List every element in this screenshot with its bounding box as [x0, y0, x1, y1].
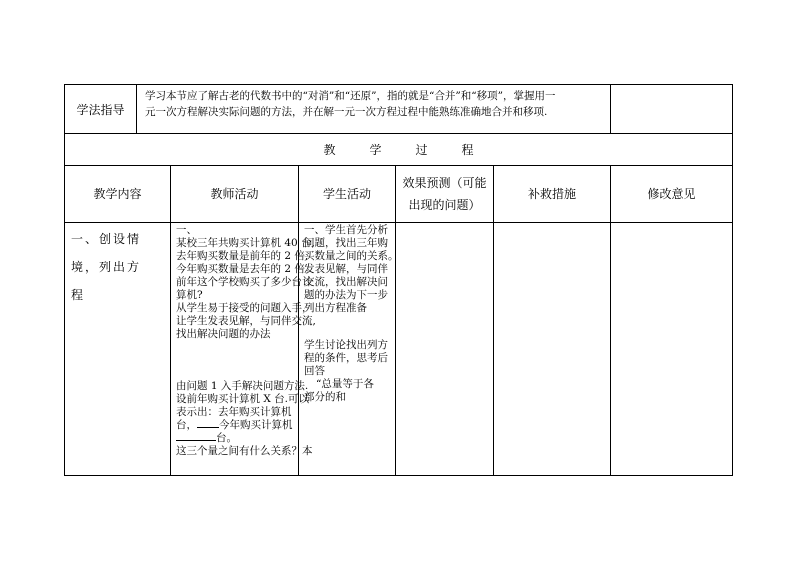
header-student: 学生活动 [299, 166, 396, 223]
student-line: 程的条件，思考后 [304, 352, 388, 364]
student-line: 一、学生首先分析 [304, 224, 388, 236]
teacher-line: 从学生易于接受的问题入手， [176, 302, 313, 314]
teacher-line-text: 今年购买计算机 [219, 419, 293, 431]
content-line: 一、创设情 [71, 232, 142, 246]
teacher-line: 表示出：去年购买计算机 [176, 406, 292, 418]
fill-blank [176, 440, 216, 441]
student-line: 买数量之间的关系。 [304, 250, 399, 262]
process-title-char: 教 [323, 143, 336, 157]
student-line: 学生讨论找出列方 [304, 339, 388, 351]
student-line: 问题，找出三年购 [304, 237, 388, 249]
spacer [304, 315, 392, 339]
student-line: 发表见解，与同伴 [304, 263, 388, 275]
teacher-line: 一、 [176, 224, 197, 236]
student-line: “总量等于各 [316, 378, 374, 390]
teacher-line: 设前年购买计算机 X 台.可以 [176, 393, 309, 405]
method-row [65, 85, 733, 134]
student-line: 部分的和 [304, 391, 346, 403]
content-line: 程 [71, 288, 86, 302]
process-title-char: 程 [461, 143, 474, 157]
teacher-line-text: 台， [176, 419, 197, 431]
header-revise: 修改意见 [611, 166, 733, 223]
teacher-line: 前年这个学校购买了多少台计 [176, 276, 313, 288]
fill-blank [197, 427, 219, 428]
method-text-line: 学习本节应了解古老的代数书中的“对消”和“还原”，指的就是“合并”和“移项”，掌握用一 [145, 90, 556, 102]
teacher-line: 找出解决问题的办法 [176, 328, 271, 340]
method-text-line: 元一次方程解决实际问题的方法，并在解一元一次方程过程中能熟练准确地合并和移项. [145, 106, 548, 118]
student-line: 回答 [304, 365, 325, 377]
teacher-line: 今年购买数量是去年的 2 倍。 [176, 263, 316, 275]
body-row [65, 223, 733, 476]
revise-cell [611, 223, 733, 476]
teacher-line [176, 419, 295, 432]
teacher-line: 某校三年共购买计算机 40 台, [176, 237, 315, 249]
header-content: 教学内容 [65, 166, 171, 223]
effect-cell [396, 223, 494, 476]
student-cell [299, 223, 399, 476]
teacher-line: 这三个量之间有什么关系？本 [176, 445, 313, 457]
content-line: 境，列出方 [71, 260, 142, 274]
header-remedy: 补救措施 [494, 166, 611, 223]
remedy-cell [494, 223, 611, 476]
student-line: 题的办法为下一步 [304, 289, 388, 301]
teacher-line-text: 台。 [216, 432, 237, 444]
content-cell [65, 223, 171, 476]
student-line: 列出方程准备 [304, 302, 367, 314]
method-label: 学法指导 [65, 85, 137, 134]
method-text [137, 85, 611, 134]
header-effect-line: 出现的问题） [408, 198, 481, 212]
spacer [176, 341, 295, 380]
process-title-char: 学 [369, 143, 382, 157]
lesson-plan-table [64, 84, 733, 476]
method-empty-cell [611, 85, 733, 134]
teacher-line: 由问题 1 入手解决问题方法. [176, 380, 309, 392]
header-effect [396, 166, 494, 223]
process-title-char: 过 [415, 143, 428, 157]
teacher-line [176, 432, 295, 445]
header-teacher: 教师活动 [171, 166, 299, 223]
process-title-row [65, 134, 733, 166]
student-line: 交流，找出解决问 [304, 276, 388, 288]
teacher-line: 算机? [176, 289, 203, 301]
teacher-line: 让学生发表见解，与同伴交流, [176, 315, 316, 327]
header-row [65, 166, 733, 223]
teacher-line: 去年购买数量是前年的 2 倍, [176, 250, 309, 262]
process-title [65, 134, 733, 166]
header-effect-line: 效果预测（可能 [402, 176, 487, 190]
